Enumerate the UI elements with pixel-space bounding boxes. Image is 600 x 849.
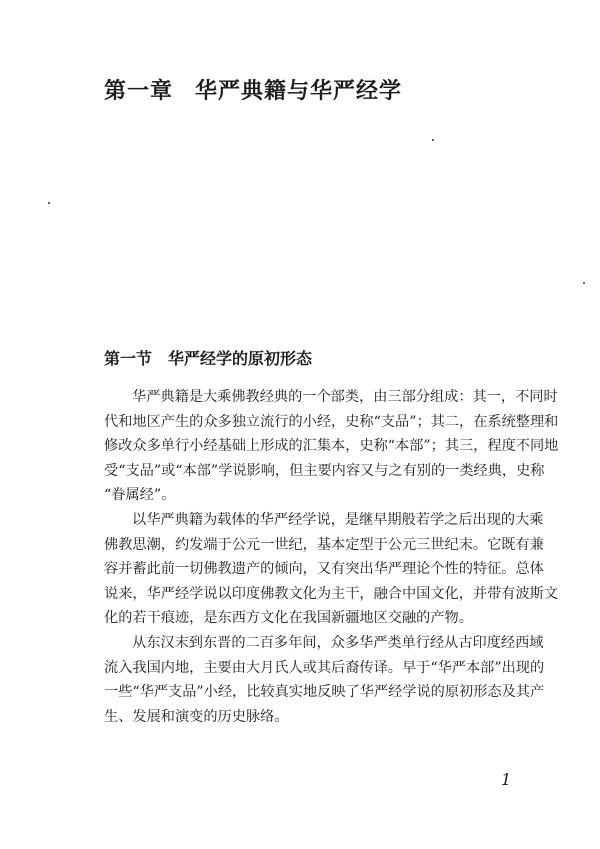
paragraph-1 — [104, 385, 559, 508]
scan-speck — [432, 139, 434, 141]
text-line: 代和地区产生的众多独立流行的小经，史称“支品”；其二，在系统整理和 — [104, 413, 559, 430]
section-number: 第一节 — [104, 349, 153, 368]
scan-speck — [583, 282, 585, 284]
scan-speck — [48, 202, 50, 204]
chapter-number: 第一章 — [104, 79, 174, 104]
text-line: 一些“华严支品”小经，比较真实地反映了华严经学说的原初形态及其产 — [104, 684, 545, 701]
body-text — [104, 385, 559, 729]
text-line: “眷属经”。 — [104, 487, 176, 504]
text-line: 受“支品”或“本部”学说影响，但主要内容又与之有别的一类经典，史称 — [104, 462, 545, 479]
text-line: 容并蓄此前一切佛教遗产的倾向，又有突出华严理论个性的特征。总体 — [104, 561, 544, 578]
text-line: 流入我国内地，主要由大月氏人或其后裔传译。早于“华严本部”出现的 — [104, 659, 545, 676]
section-name: 华严经学的原初形态 — [168, 349, 313, 368]
text-line: 从东汉末到东晋的二百多年间，众多华严类单行经从古印度经西域 — [132, 634, 544, 651]
page-number: 1 — [501, 770, 512, 789]
text-line: 修改众多单行小经基础上形成的汇集本，史称“本部”；其三，程度不同地 — [104, 438, 559, 455]
chapter-title — [104, 74, 402, 105]
chapter-name: 华严典籍与华严经学 — [195, 79, 403, 104]
text-line: 化的若干痕迹，是东西方文化在我国新疆地区交融的产物。 — [104, 610, 473, 627]
text-line: 以华严典籍为载体的华严经学说，是继早期般若学之后出现的大乘 — [132, 511, 544, 528]
text-line: 华严典籍是大乘佛教经典的一个部类，由三部分组成：其一，不同时 — [132, 389, 558, 405]
paragraph-3 — [104, 631, 545, 729]
section-title — [104, 346, 312, 369]
text-line: 说来，华严经学说以印度佛教文化为主干，融合中国文化，并带有波斯文 — [104, 585, 559, 602]
paragraph-2 — [104, 508, 559, 631]
text-line: 生、发展和演变的历史脉络。 — [104, 708, 289, 725]
text-line: 佛教思潮，约发端于公元一世纪，基本定型于公元三世纪末。它既有兼 — [104, 536, 544, 553]
